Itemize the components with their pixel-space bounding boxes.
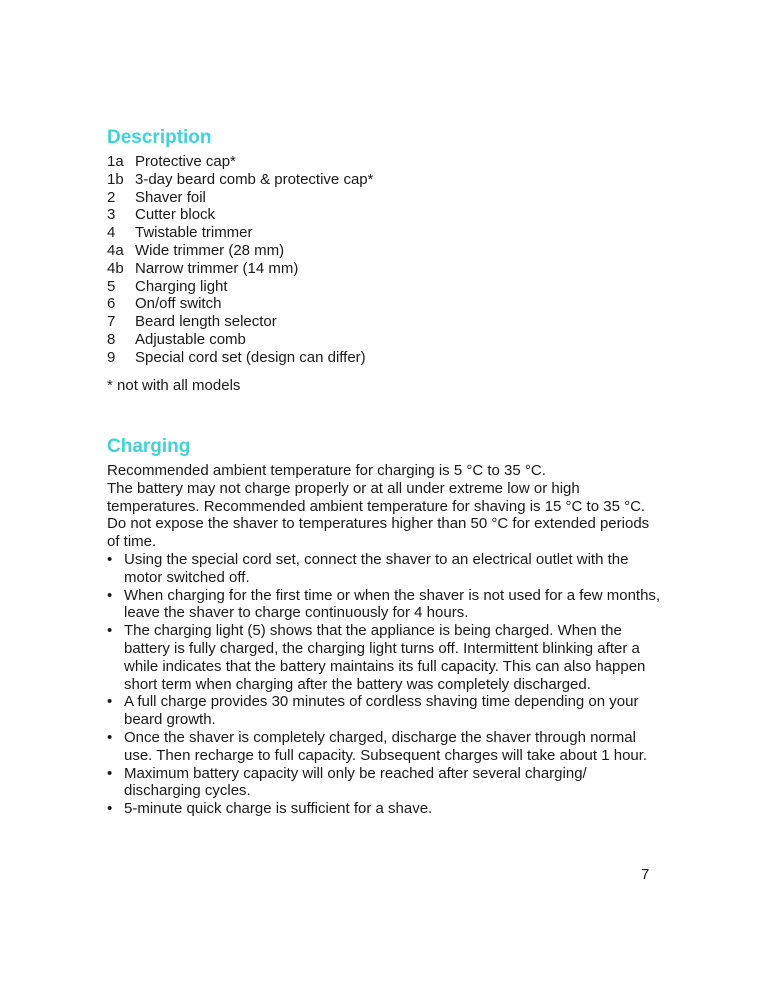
part-item — [107, 349, 373, 367]
bullet-item — [107, 622, 662, 693]
part-label: Wide trimmer (28 mm) — [135, 241, 285, 259]
bullet-item — [107, 765, 662, 801]
part-item — [107, 206, 373, 224]
part-number: 5 — [107, 277, 116, 295]
bullet-text: A full charge provides 30 minutes of cordless shaving time depending on your beard growth. — [124, 693, 639, 729]
part-item — [107, 153, 373, 171]
bullet-item — [107, 693, 662, 729]
bullet-dot: • — [107, 728, 113, 746]
part-label: Twistable trimmer — [135, 224, 253, 242]
part-item — [107, 260, 373, 278]
bullet-item — [107, 800, 662, 818]
part-label: 3-day beard comb & protective cap* — [135, 170, 374, 188]
charging-heading: Charging — [107, 436, 191, 457]
part-item — [107, 224, 373, 242]
part-item — [107, 171, 373, 189]
bullet-dot: • — [107, 586, 113, 604]
part-number: 1b — [107, 170, 124, 188]
bullet-text: Maximum battery capacity will only be reached after several charging/ discharging cycles. — [124, 764, 587, 800]
part-number: 4a — [107, 241, 124, 259]
part-number: 4b — [107, 259, 124, 277]
part-number: 8 — [107, 330, 116, 348]
part-number: 1a — [107, 153, 124, 170]
bullet-dot: • — [107, 800, 113, 818]
bullet-text: When charging for the first time or when the shaver is not used for a few months, leave the shaver to charge continuously for 4 hours. — [124, 586, 661, 622]
bullet-dot: • — [107, 693, 113, 711]
charging-intro-line: Recommended ambient temperature for charging is 5 °C to 35 °C. — [107, 462, 546, 479]
part-number: 2 — [107, 188, 116, 206]
part-item — [107, 295, 373, 313]
charging-body — [107, 462, 662, 818]
bullet-dot: • — [107, 622, 113, 640]
bullet-dot: • — [107, 764, 113, 782]
part-item — [107, 278, 373, 296]
part-number: 3 — [107, 206, 116, 224]
part-label: Adjustable comb — [135, 330, 246, 348]
parts-list — [107, 153, 373, 367]
page-number: 7 — [641, 866, 650, 883]
part-label: Special cord set (design can differ) — [135, 348, 366, 366]
part-label: Narrow trimmer (14 mm) — [135, 259, 299, 277]
bullet-item — [107, 551, 662, 587]
part-label: Charging light — [135, 277, 228, 295]
part-label: On/off switch — [135, 295, 222, 313]
footnote: * not with all models — [107, 377, 241, 394]
part-number: 6 — [107, 295, 116, 313]
bullet-item — [107, 587, 662, 623]
bullet-item — [107, 729, 662, 765]
part-label: Shaver foil — [135, 188, 206, 206]
part-item — [107, 242, 373, 260]
bullet-dot: • — [107, 550, 113, 568]
bullet-text: Once the shaver is completely charged, discharge the shaver through normal use. Then recharge to full capacity. Subsequent charges will take about 1 hour. — [124, 728, 648, 764]
bullet-text: The charging light (5) shows that the appliance is being charged. When the battery is fully charged, the charging light turns off. Intermittent blinking after a while indicates that the battery maintains its full capacity. This can also happen short term when charging after the battery was completely discharged. — [124, 622, 646, 693]
part-item — [107, 189, 373, 207]
charging-intro-paragraph: The battery may not charge properly or at all under extreme low or high temperatures. Recommended ambient temperature for shaving is 15 °C to 35 °C. Do not expose the shaver to temperatures higher than 50 °C for extended periods of time. — [107, 479, 650, 551]
charging-bullet-list — [107, 551, 662, 818]
part-label: Cutter block — [135, 206, 216, 224]
part-number: 7 — [107, 313, 116, 331]
part-label: Beard length selector — [135, 313, 277, 331]
part-label: Protective cap* — [135, 153, 236, 170]
description-heading: Description — [107, 127, 212, 148]
part-number: 4 — [107, 224, 116, 242]
bullet-text: Using the special cord set, connect the shaver to an electrical outlet with the motor switched off. — [124, 550, 629, 586]
part-item — [107, 331, 373, 349]
part-number: 9 — [107, 348, 116, 366]
part-item — [107, 313, 373, 331]
bullet-text: 5-minute quick charge is sufficient for a shave. — [124, 800, 433, 818]
